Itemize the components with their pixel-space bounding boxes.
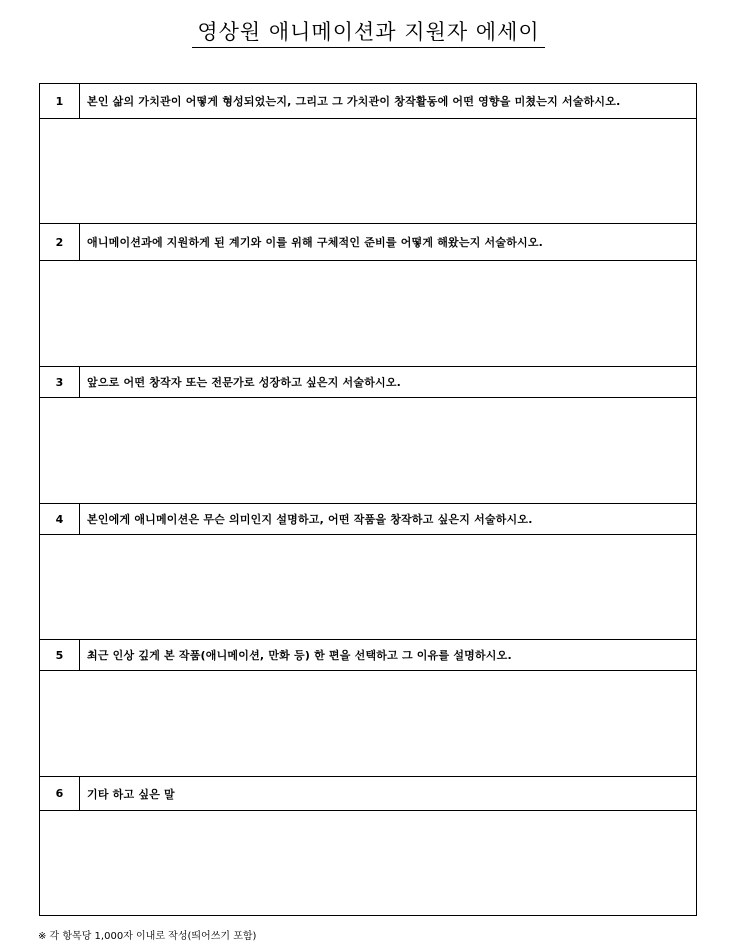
question-row-1 (40, 84, 696, 119)
page-title-wrap (0, 16, 737, 48)
question-row-5 (40, 640, 696, 671)
question-text: 최근 인상 깊게 본 작품(애니메이션, 만화 등) 한 편을 선택하고 그 이유를 설명하시오. (87, 649, 512, 662)
footnote: ※ 각 항목당 1,000자 이내로 작성(띄어쓰기 포함) (38, 931, 257, 942)
question-text: 본인 삶의 가치관이 어떻게 형성되었는지, 그리고 그 가치관이 창작활동에 어떤 영향을 미쳤는지 서술하시오. (87, 95, 621, 108)
answer-box-6[interactable] (40, 811, 696, 915)
question-row-3 (40, 367, 696, 398)
question-row-2 (40, 224, 696, 261)
question-text: 애니메이션과에 지원하게 된 계기와 이를 위해 구체적인 준비를 어떻게 해왔는지 서술하시오. (87, 236, 544, 249)
answer-box-4[interactable] (40, 535, 696, 640)
question-number: 5 (40, 640, 80, 670)
essay-form (39, 83, 697, 916)
answer-box-5[interactable] (40, 671, 696, 777)
question-number: 3 (40, 367, 80, 397)
question-text: 기타 하고 싶은 말 (87, 787, 175, 801)
question-number: 2 (40, 224, 80, 260)
question-text: 본인에게 애니메이션은 무슨 의미인지 설명하고, 어떤 작품을 창작하고 싶은지 서술하시오. (87, 513, 533, 526)
question-number: 4 (40, 504, 80, 534)
question-number: 6 (40, 777, 80, 810)
answer-box-1[interactable] (40, 119, 696, 224)
question-row-4 (40, 504, 696, 535)
question-row-6 (40, 777, 696, 811)
question-text: 앞으로 어떤 창작자 또는 전문가로 성장하고 싶은지 서술하시오. (87, 376, 402, 389)
question-number: 1 (40, 84, 80, 118)
page-title: 영상원 애니메이션과 지원자 에세이 (192, 16, 544, 48)
answer-box-3[interactable] (40, 398, 696, 504)
answer-box-2[interactable] (40, 261, 696, 367)
